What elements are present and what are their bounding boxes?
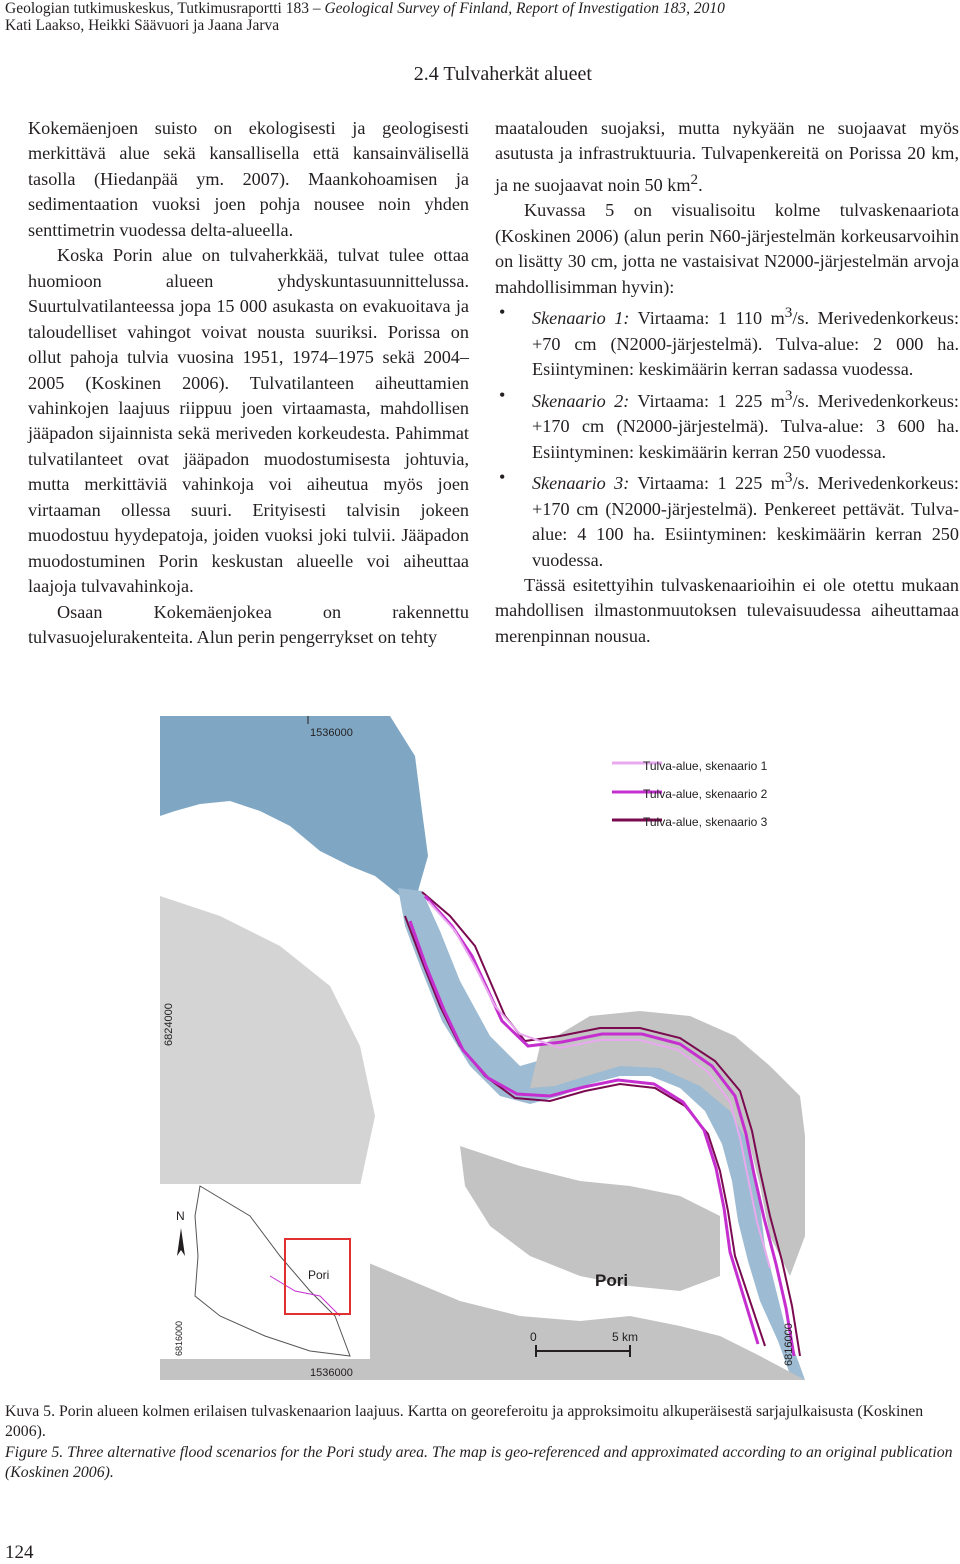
coordinate-label-bottom: 1536000 <box>310 1367 353 1379</box>
scale-bar-zero: 0 <box>530 1330 537 1344</box>
scenario-text: Virtaama: 1 225 m <box>629 473 785 494</box>
coordinate-label-top: 1536000 <box>310 727 353 739</box>
running-header-english: Geological Survey of Finland, Report of Investigation 183, 2010 <box>324 0 725 17</box>
scale-bar-label: 5 km <box>612 1330 639 1344</box>
inset-coordinate-label: 6816000 <box>174 1320 184 1356</box>
superscript: 3 <box>784 304 793 322</box>
city-label-pori: Pori <box>595 1271 629 1290</box>
right-paragraph-3: Tässä esitettyihin tulvaskenaarioihin ei ole otettu mukaan mahdollisen ilmastonmuutoksen tulevaisuudessa aiheuttamaa merenpinnan nousua. <box>495 574 959 646</box>
scenario-item-3 <box>495 465 959 573</box>
flood-map-figure <box>160 716 805 1380</box>
right-column <box>495 116 959 649</box>
scenario-label: Skenaario 1: <box>532 308 630 329</box>
scenario-text: Virtaama: 1 110 m <box>629 308 785 329</box>
page-number: 124 <box>5 1542 34 1563</box>
right-paragraph-1-text: maatalouden suojaksi, mutta nykyään ne suojaavat myös asutusta ja infrastruktuuria. Tulvapenkereitä on Porissa 20 km, ja ne suojaavat noin 50 km <box>495 118 959 195</box>
superscript: 2 <box>690 170 699 188</box>
coordinate-label-right: 6816000 <box>783 1323 795 1366</box>
flood-map <box>160 716 805 1380</box>
scenario-list <box>495 300 959 573</box>
right-paragraph-1-end: . <box>698 174 703 195</box>
north-label: N <box>176 1209 185 1223</box>
inset-map <box>160 1184 370 1359</box>
superscript: 3 <box>784 469 793 487</box>
map-legend <box>605 746 795 838</box>
running-header-finnish: Geologian tutkimuskeskus, Tutkimusraportti 183 – <box>5 0 325 17</box>
inset-background <box>160 1184 370 1359</box>
figure-caption-finnish: Kuva 5. Porin alueen kolmen erilaisen tulvaskenaarion laajuus. Kartta on georeferoitu ja approksimoitu alkuperäisestä sarjajulkaisusta (Koskinen 2006). <box>5 1403 924 1440</box>
scenario-text: Virtaama: 1 225 m <box>629 390 785 411</box>
left-paragraph-3: Osaan Kokemäenjokea on rakennettu tulvasuojelurakenteita. Alun perin pengerrykset on tehty <box>28 601 469 648</box>
legend-label-scenario-3: Tulva-alue, skenaario 3 <box>643 815 768 829</box>
scenario-text: /s. Merivedenkorkeus: +170 cm (N2000-järjestelmä). Penkereet pettävät. Tulva-alue: 4 100 ha. Esiintyminen: keskimäärin kerran 250 vuodessa. <box>532 473 959 570</box>
right-paragraph-1 <box>495 116 959 198</box>
scenario-label: Skenaario 3: <box>532 473 630 494</box>
coordinate-label-left: 6824000 <box>163 1003 175 1046</box>
inset-city-label: Pori <box>308 1268 330 1282</box>
scenario-item-2 <box>495 383 959 465</box>
legend-label-scenario-1: Tulva-alue, skenaario 1 <box>643 759 768 773</box>
right-paragraph-2: Kuvassa 5 on visualisoitu kolme tulvaskenaariota (Koskinen 2006) (alun perin N60-järjestelmän korkeusarvoihin on lisätty 30 cm, jotta ne vastaisivat N2000-järjestelmän arvoja mahdollisimman hyvin): <box>495 200 959 297</box>
figure-caption-english: Figure 5. Three alternative flood scenarios for the Pori study area. The map is geo-referenced and approximated according to an original publication (Koskinen 2006). <box>5 1444 953 1481</box>
running-header-authors: Kati Laakso, Heikki Säävuori ja Jaana Jarva <box>5 17 280 34</box>
scenario-label: Skenaario 2: <box>532 390 630 411</box>
scenario-text: /s. Merivedenkorkeus: +170 cm (N2000-järjestelmä). Tulva-alue: 3 600 ha. Esiintyminen: keskimäärin kerran 250 vuodessa. <box>532 390 959 462</box>
left-column <box>28 116 469 651</box>
running-header-series <box>5 0 725 18</box>
scenario-text: /s. Merivedenkorkeus: +70 cm (N2000-järjestelmä). Tulva-alue: 2 000 ha. Esiintyminen: keskimäärin kerran sadassa vuodessa. <box>532 308 959 380</box>
left-paragraph-1: Kokemäenjoen suisto on ekologisesti ja geologisesti merkittävä alue sekä kansallisella että kansainvälisellä tasolla (Hiedanpää ym. 2007). Maankohoamisen ja sedimentaation vuoksi joen pohja nousee noin yhden senttimetrin vuodessa delta-alueella. <box>28 118 469 240</box>
superscript: 3 <box>784 386 793 404</box>
section-title: 2.4 Tulvaherkät alueet <box>413 63 592 85</box>
scenario-item-1 <box>495 300 959 382</box>
left-paragraph-2: Koska Porin alue on tulvaherkkää, tulvat tulee ottaa huomioon alueen yhdyskuntasuunnittelussa. Suurtulvatilanteessa jopa 15 000 asukasta on evakuoitava ja taloudelliset vahingot voivat nousta suuriksi. Porissa on ollut pahoja tulvia vuosina 1951, 1974–1975 sekä 2004–2005 (Koskinen 2006). Tulvatilanteen aiheuttamien vahinkojen laajuus riippuu joen virtaamasta, mahdollisen jääpadon sijainnista sekä meriveden korkeudesta. Pahimmat tulvatilanteet ovat jääpadon muodostumisesta johtuvia, mutta merkittäviä vahinkoja voi aiheutua myös joen virtaaman ollessa suuri. Erityisesti talvisin jokeen muodostuu hyydepatoja, joiden vuoksi joki tulvii. Jääpadon muodostuminen Porin keskustan alueelle voi aiheuttaa laajoja tulvavahinkoja. <box>28 245 469 597</box>
legend-label-scenario-2: Tulva-alue, skenaario 2 <box>643 787 768 801</box>
